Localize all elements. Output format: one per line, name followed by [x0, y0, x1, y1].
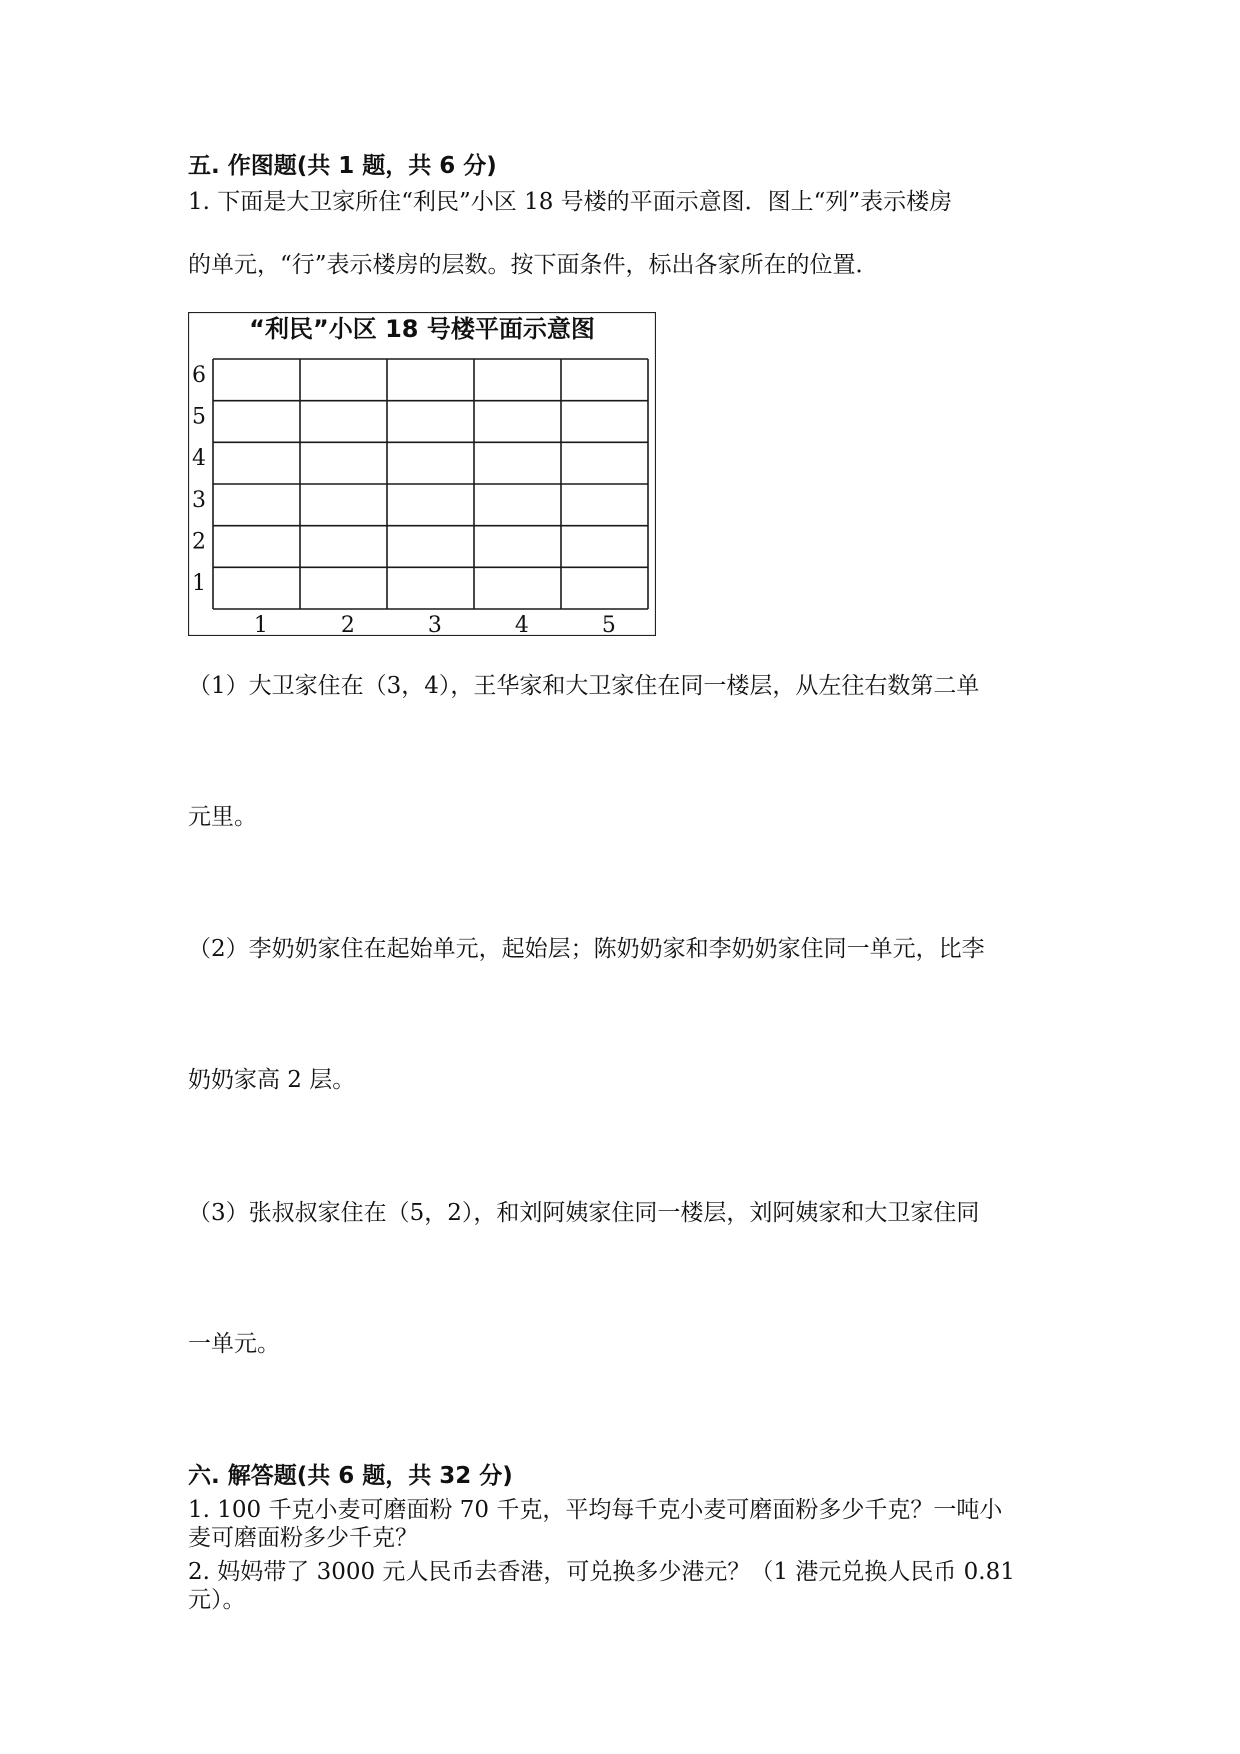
row-label: 4 [192, 446, 206, 472]
building-plan-figure [188, 312, 656, 636]
row-label: 1 [192, 571, 206, 597]
sub-question-3-line-2: 一单元。 [188, 1331, 280, 1357]
row-label: 6 [192, 362, 206, 388]
building-plan-svg [188, 312, 656, 636]
column-label: 4 [514, 613, 529, 636]
row-label: 3 [192, 487, 206, 513]
row-label: 5 [192, 404, 206, 430]
column-label: 2 [340, 613, 355, 636]
sub-question-1-line-1: （1）大卫家住在（3，4），王华家和大卫家住在同一楼层，从左往右数第二单 [188, 673, 980, 699]
section-6-heading: 六. 解答题(共 6 题，共 32 分) [188, 1463, 513, 1489]
sub-question-2-line-2: 奶奶家高 2 层。 [188, 1067, 356, 1093]
figure-border [189, 313, 656, 636]
question-1-text-line-2: 的单元，“行”表示楼房的层数。按下面条件，标出各家所在的位置． [188, 252, 879, 278]
section-6-question-2-line-1: 2. 妈妈带了 3000 元人民币去香港，可兑换多少港元？（1 港元兑换人民币 0.81 [188, 1559, 1015, 1585]
column-label: 3 [427, 613, 442, 636]
column-label: 1 [253, 613, 268, 636]
section-6-question-1-line-1: 1. 100 千克小麦可磨面粉 70 千克，平均每千克小麦可磨面粉多少千克？一吨小 [188, 1497, 1003, 1523]
sub-question-1-line-2: 元里。 [188, 804, 257, 830]
figure-title: “利民”小区 18 号楼平面示意图 [249, 315, 595, 343]
row-label: 2 [192, 529, 206, 555]
section-6-question-1-line-2: 麦可磨面粉多少千克？ [188, 1525, 418, 1551]
section-6-question-2-line-2: 元）。 [188, 1587, 246, 1613]
question-1-text-line-1: 1. 下面是大卫家所住“利民”小区 18 号楼的平面示意图．图上“列”表示楼房 [188, 189, 953, 215]
section-5-heading: 五. 作图题(共 1 题，共 6 分) [188, 153, 497, 179]
column-label: 5 [601, 613, 616, 636]
sub-question-2-line-1: （2）李奶奶家住在起始单元，起始层；陈奶奶家和李奶奶家住同一单元，比李 [188, 936, 985, 962]
sub-question-3-line-1: （3）张叔叔家住在（5，2），和刘阿姨家住同一楼层，刘阿姨家和大卫家住同 [188, 1200, 980, 1226]
